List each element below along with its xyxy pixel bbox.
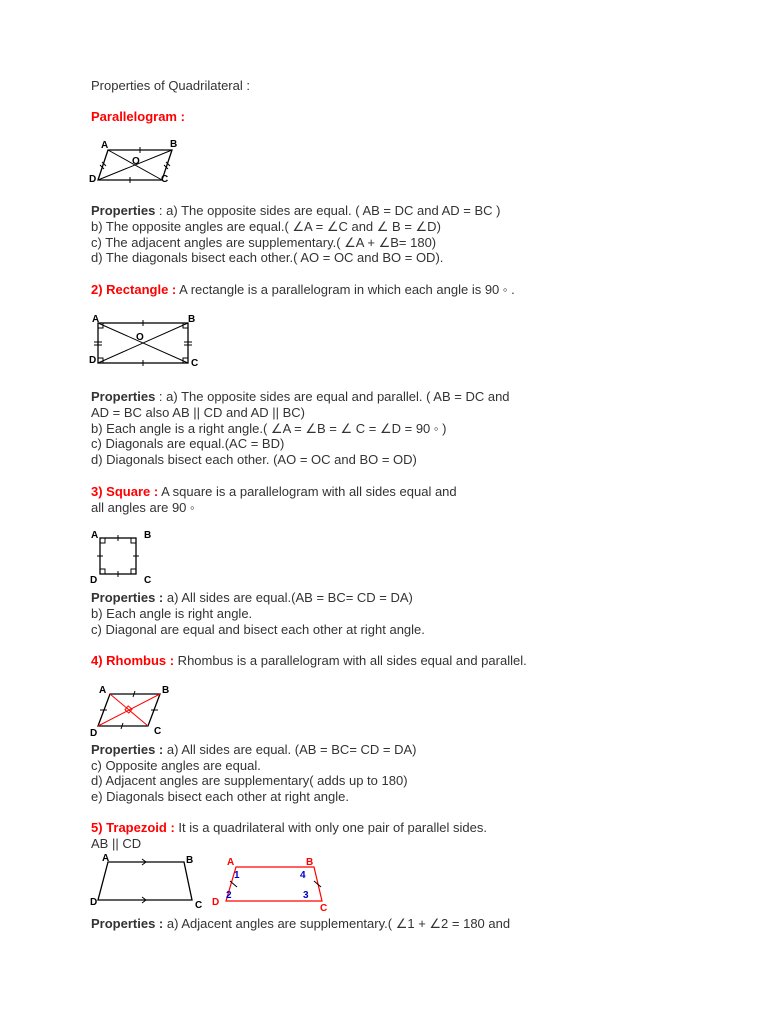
square-prop-c: c) Diagonal are equal and bisect each other at right angle. <box>91 622 425 637</box>
label-b: B <box>188 314 196 325</box>
label-c: C <box>320 903 328 913</box>
label-c: C <box>161 174 169 185</box>
angle-1: 1 <box>234 870 240 881</box>
trapezoid-figure <box>88 850 208 912</box>
angle-4: 4 <box>300 870 306 881</box>
parallelogram-prop-d: d) The diagonals bisect each other.( AO = OC and BO = OD). <box>91 250 444 265</box>
prop-text: a) All sides are equal. (AB = BC= CD = DA) <box>163 742 417 757</box>
label-b: B <box>306 857 314 868</box>
properties-label: Properties <box>91 203 156 218</box>
trapezoid-props-a <box>91 916 510 932</box>
label-d: D <box>89 174 97 185</box>
label-d: D <box>89 355 97 366</box>
rhombus-prop-d: d) Adjacent angles are supplementary( adds up to 180) <box>91 773 408 788</box>
square-prop-b: b) Each angle is right angle. <box>91 606 253 621</box>
rhombus-prop-e: e) Diagonals bisect each other at right angle. <box>91 789 349 804</box>
properties-label: Properties : <box>91 590 164 605</box>
label-c: C <box>144 575 152 586</box>
label-d: D <box>90 728 98 739</box>
rhombus-figure <box>88 682 183 740</box>
label-o: O <box>132 156 140 167</box>
trapezoid-heading: 5) Trapezoid : <box>91 820 175 835</box>
rhombus-prop-c: c) Opposite angles are equal. <box>91 758 261 773</box>
square-desc: A square is a parallelogram with all sides equal and <box>158 484 457 499</box>
square-props-a <box>91 590 413 606</box>
parallelogram-heading: Parallelogram : <box>91 109 185 124</box>
label-c: C <box>191 358 199 369</box>
trapezoid-desc-2: AB || CD <box>91 836 142 851</box>
trapezoid-shape <box>98 862 192 900</box>
rectangle-prop-c: c) Diagonals are equal.(AC = BD) <box>91 436 285 451</box>
label-d: D <box>90 897 98 908</box>
trapezoid-heading-line <box>91 820 487 836</box>
rhombus-desc: Rhombus is a parallelogram with all sides equal and parallel. <box>174 653 527 668</box>
diagonal-bd <box>98 694 160 726</box>
square-figure <box>88 528 158 586</box>
rhombus-heading-line <box>91 653 527 669</box>
label-b: B <box>144 530 152 541</box>
angle-2: 2 <box>226 890 232 901</box>
label-a: A <box>102 853 110 864</box>
prop-text: : a) The opposite sides are equal. ( AB = DC and AD = BC ) <box>155 203 501 218</box>
label-d: D <box>90 575 98 586</box>
label-b: B <box>186 855 194 866</box>
label-a: A <box>101 140 109 151</box>
rhombus-heading: 4) Rhombus : <box>91 653 175 668</box>
label-a: A <box>91 530 99 541</box>
parallelogram-props-a <box>91 203 500 219</box>
trapezoid-desc: It is a quadrilateral with only one pair of parallel sides. <box>174 820 487 835</box>
properties-label: Properties : <box>91 742 164 757</box>
label-c: C <box>195 900 203 911</box>
label-a: A <box>92 314 100 325</box>
page-title: Properties of Quadrilateral : <box>91 78 250 93</box>
prop-text: : a) The opposite sides are equal and parallel. ( AB = DC and <box>155 389 510 404</box>
label-a: A <box>99 685 107 696</box>
square-heading-line <box>91 484 457 500</box>
label-o: O <box>136 332 144 343</box>
trapezoid-angles-figure <box>210 853 335 913</box>
label-b: B <box>162 685 170 696</box>
rectangle-heading: 2) Rectangle : <box>91 282 177 297</box>
rectangle-figure <box>88 311 203 369</box>
parallelogram-figure <box>88 138 188 186</box>
prop-text: a) Adjacent angles are supplementary.( ∠1 + ∠2 = 180 and <box>163 916 511 931</box>
rhombus-props-a <box>91 742 417 758</box>
label-d: D <box>212 897 220 908</box>
rectangle-prop-a-cont: AD = BC also AB || CD and AD || BC) <box>91 405 306 420</box>
parallelogram-prop-b: b) The opposite angles are equal.( ∠A = ∠C and ∠ B = ∠D) <box>91 219 441 234</box>
rectangle-heading-line <box>91 282 515 298</box>
parallelogram-prop-c: c) The adjacent angles are supplementary.( ∠A + ∠B= 180) <box>91 235 437 250</box>
properties-label: Properties <box>91 389 156 404</box>
properties-label: Properties : <box>91 916 164 931</box>
rectangle-props-a <box>91 389 510 405</box>
prop-text: a) All sides are equal.(AB = BC= CD = DA) <box>163 590 413 605</box>
label-a: A <box>227 857 235 868</box>
rectangle-desc: A rectangle is a parallelogram in which each angle is 90 ◦ . <box>176 282 515 297</box>
rectangle-prop-d: d) Diagonals bisect each other. (AO = OC and BO = OD) <box>91 452 417 467</box>
rectangle-prop-b: b) Each angle is a right angle.( ∠A = ∠B = ∠ C = ∠D = 90 ◦ ) <box>91 421 447 436</box>
angle-3: 3 <box>303 890 309 901</box>
label-b: B <box>170 139 178 150</box>
label-c: C <box>154 726 162 737</box>
square-desc-2: all angles are 90 ◦ <box>91 500 195 515</box>
square-heading: 3) Square : <box>91 484 159 499</box>
